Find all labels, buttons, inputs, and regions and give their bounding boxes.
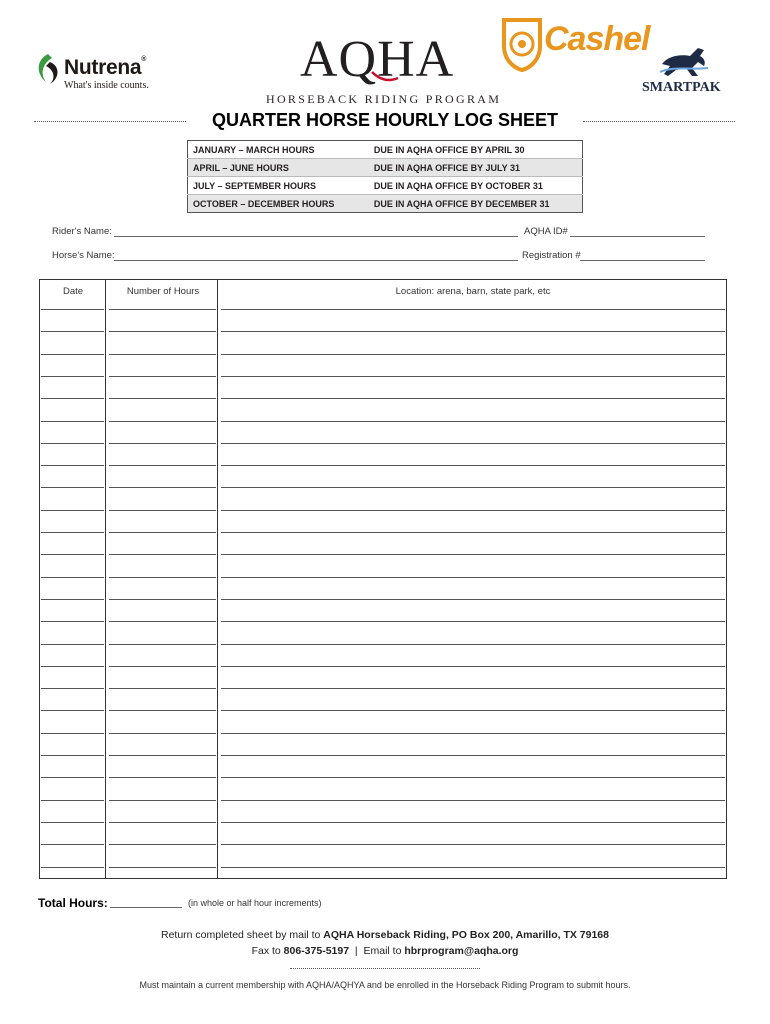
return-instructions: [0, 929, 770, 941]
nutrena-wordmark: Nutrena®: [64, 56, 147, 79]
deadline-row: [188, 177, 583, 195]
running-horse-icon: [658, 44, 710, 78]
return-prefix: Return completed sheet by mail to: [161, 929, 324, 941]
table-row-line[interactable]: [221, 554, 725, 555]
deadline-row: [188, 195, 583, 213]
membership-note: Must maintain a current membership with AQHA/AQHYA and be enrolled in the Horseback Riding Program to submit hours.: [139, 980, 631, 990]
table-row-line[interactable]: [41, 644, 104, 645]
cashel-shield-icon: [500, 16, 544, 72]
table-row-line[interactable]: [221, 867, 725, 868]
table-row-line[interactable]: [109, 421, 216, 422]
deadline-due: DUE IN AQHA OFFICE BY OCTOBER 31: [361, 177, 583, 195]
table-row-line[interactable]: [109, 733, 216, 734]
deadline-due: DUE IN AQHA OFFICE BY DECEMBER 31: [361, 195, 583, 213]
table-row-line[interactable]: [41, 465, 104, 466]
table-row-line[interactable]: [109, 755, 216, 756]
aqha-wordmark: AQHA: [300, 31, 455, 88]
table-row-line[interactable]: [109, 487, 216, 488]
table-row-line[interactable]: [41, 733, 104, 734]
table-row-line[interactable]: [41, 844, 104, 845]
deadline-period: OCTOBER – DECEMBER HOURS: [188, 195, 361, 213]
table-row-line[interactable]: [221, 733, 725, 734]
riders-name-field[interactable]: [114, 236, 518, 237]
column-header-location: Location: arena, barn, state park, etc: [395, 286, 551, 297]
table-row-line[interactable]: [221, 800, 725, 801]
hours-log-table: [39, 279, 727, 879]
table-row-line[interactable]: [221, 331, 725, 332]
table-row-line[interactable]: [109, 376, 216, 377]
table-row-line[interactable]: [221, 487, 725, 488]
table-row-line[interactable]: [221, 443, 725, 444]
table-row-line[interactable]: [109, 822, 216, 823]
riders-name-label: Rider's Name:: [52, 226, 112, 237]
column-divider: [217, 279, 218, 879]
deadline-row: [188, 141, 583, 159]
total-hours-label: Total Hours:: [38, 896, 108, 910]
fax-number: 806-375-5197: [283, 945, 350, 957]
table-row-line[interactable]: [41, 376, 104, 377]
table-row-line[interactable]: [221, 822, 725, 823]
table-row-line[interactable]: [221, 844, 725, 845]
table-row-line[interactable]: [41, 331, 104, 332]
total-hours-note: (in whole or half hour increments): [188, 898, 322, 908]
horses-name-field[interactable]: [114, 260, 518, 261]
smartpak-wordmark: SMARTPAK: [642, 80, 721, 95]
return-address: AQHA Horseback Riding, PO Box 200, Amarillo, TX 79168: [323, 929, 609, 941]
table-row-line[interactable]: [221, 644, 725, 645]
table-row-line[interactable]: [221, 777, 725, 778]
horses-name-label: Horse's Name:: [52, 250, 115, 261]
table-row-line[interactable]: [109, 398, 216, 399]
table-row-line[interactable]: [109, 443, 216, 444]
table-row-line[interactable]: [221, 666, 725, 667]
aqha-id-field[interactable]: [570, 236, 705, 237]
table-row-line[interactable]: [41, 599, 104, 600]
table-row-line[interactable]: [41, 755, 104, 756]
table-row-line[interactable]: [41, 621, 104, 622]
table-row-line[interactable]: [109, 800, 216, 801]
table-row-line[interactable]: [41, 666, 104, 667]
table-row-line[interactable]: [109, 465, 216, 466]
program-name: HORSEBACK RIDING PROGRAM: [266, 92, 502, 106]
table-row-line[interactable]: [221, 599, 725, 600]
table-row-line[interactable]: [221, 309, 725, 310]
table-row-line[interactable]: [109, 688, 216, 689]
deadline-period: JULY – SEPTEMBER HOURS: [188, 177, 361, 195]
cashel-wordmark: Cashel: [544, 20, 650, 58]
fax-prefix: Fax to: [251, 945, 284, 957]
table-row-line[interactable]: [221, 688, 725, 689]
table-row-line[interactable]: [221, 710, 725, 711]
table-row-line[interactable]: [221, 376, 725, 377]
table-row-line[interactable]: [221, 465, 725, 466]
table-row-line[interactable]: [109, 710, 216, 711]
table-row-line[interactable]: [41, 577, 104, 578]
table-row-line[interactable]: [109, 644, 216, 645]
email-prefix: Email to: [363, 945, 405, 957]
table-row-line[interactable]: [109, 532, 216, 533]
table-row-line[interactable]: [221, 421, 725, 422]
table-row-line[interactable]: [221, 398, 725, 399]
deadline-period: JANUARY – MARCH HOURS: [188, 141, 361, 159]
table-row-line[interactable]: [41, 532, 104, 533]
table-row-line[interactable]: [41, 710, 104, 711]
registration-label: Registration #: [522, 250, 581, 261]
table-row-line[interactable]: [221, 621, 725, 622]
table-row-line[interactable]: [41, 554, 104, 555]
table-row-line[interactable]: [221, 532, 725, 533]
column-divider: [105, 279, 106, 879]
table-row-line[interactable]: [109, 510, 216, 511]
footer-divider: [290, 968, 480, 969]
table-row-line[interactable]: [221, 755, 725, 756]
deadlines-table: [187, 140, 583, 213]
table-row-line[interactable]: [109, 554, 216, 555]
title-divider-right: [583, 121, 735, 122]
aqha-q-tail-icon: [370, 70, 400, 84]
table-row-line[interactable]: [221, 577, 725, 578]
contact-line: [0, 945, 770, 957]
column-header-date: Date: [62, 286, 84, 297]
table-row-line[interactable]: [41, 354, 104, 355]
table-row-line[interactable]: [109, 309, 216, 310]
table-row-line[interactable]: [221, 354, 725, 355]
registration-field[interactable]: [580, 260, 705, 261]
table-row-line[interactable]: [109, 599, 216, 600]
table-row-line[interactable]: [41, 309, 104, 310]
table-row-line[interactable]: [41, 800, 104, 801]
table-row-line[interactable]: [109, 331, 216, 332]
table-row-line[interactable]: [41, 688, 104, 689]
column-header-hours: Number of Hours: [126, 286, 200, 297]
nutrena-leaf-icon: [34, 52, 64, 86]
table-row-line[interactable]: [41, 443, 104, 444]
table-row-line[interactable]: [41, 867, 104, 868]
contact-separator: |: [354, 945, 358, 957]
email-link[interactable]: hbrprogram@aqha.org: [404, 945, 519, 957]
table-row-line[interactable]: [41, 487, 104, 488]
table-row-line[interactable]: [109, 867, 216, 868]
title-divider-left: [34, 121, 186, 122]
total-hours-field[interactable]: [110, 907, 182, 908]
page-title: QUARTER HORSE HOURLY LOG SHEET: [211, 110, 559, 130]
table-row-line[interactable]: [41, 398, 104, 399]
table-row-line[interactable]: [109, 666, 216, 667]
table-row-line[interactable]: [109, 354, 216, 355]
deadline-period: APRIL – JUNE HOURS: [188, 159, 361, 177]
table-row-line[interactable]: [109, 777, 216, 778]
table-row-line[interactable]: [109, 621, 216, 622]
aqha-id-label: AQHA ID#: [524, 226, 568, 237]
deadline-row: [188, 159, 583, 177]
table-row-line[interactable]: [41, 822, 104, 823]
table-row-line[interactable]: [221, 510, 725, 511]
table-row-line[interactable]: [41, 510, 104, 511]
deadline-due: DUE IN AQHA OFFICE BY JULY 31: [361, 159, 583, 177]
table-row-line[interactable]: [109, 844, 216, 845]
deadline-due: DUE IN AQHA OFFICE BY APRIL 30: [361, 141, 583, 159]
nutrena-tagline: What's inside counts.: [64, 80, 149, 91]
table-row-line[interactable]: [41, 777, 104, 778]
table-row-line[interactable]: [109, 577, 216, 578]
table-row-line[interactable]: [41, 421, 104, 422]
